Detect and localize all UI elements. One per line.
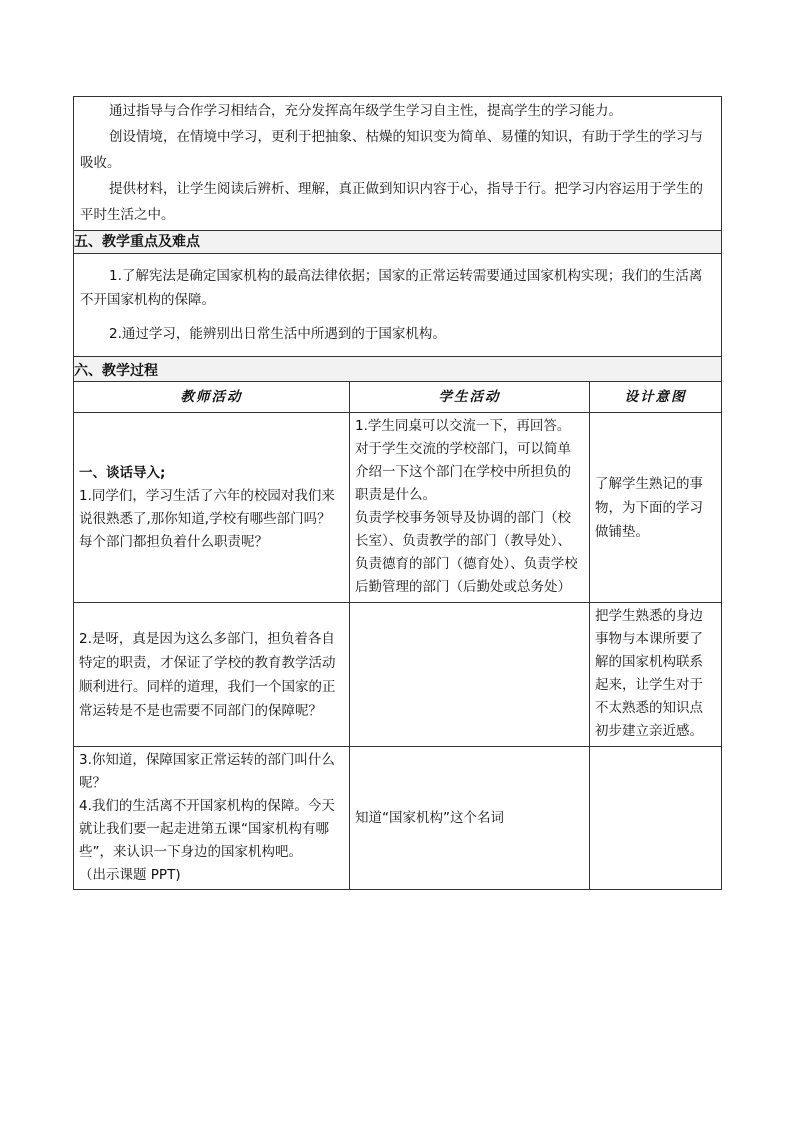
- method-paragraph-1: 通过指导与合作学习相结合，充分发挥高年级学生学习自主性，提高学生的学习能力。: [109, 103, 622, 119]
- teacher-question-3: 3.你知道，保障国家正常运转的部门叫什么呢？: [79, 752, 335, 791]
- header-student-activity: 学生活动: [350, 382, 590, 413]
- process-row-2: [74, 603, 722, 747]
- lesson-plan-table: [73, 96, 722, 890]
- student-activity-2-empty: [350, 603, 590, 747]
- intro-heading: 一、谈话导入;: [79, 464, 166, 481]
- process-row-3: [74, 747, 722, 890]
- header-teacher-activity: 教师活动: [74, 382, 350, 413]
- section6-title: 六、教学过程: [74, 357, 722, 382]
- teacher-activity-2: 2.是呀，真是因为这么多部门，担负着各自特定的职责，才保证了学校的教育教学活动顺利进行。同样的道理，我们一个国家的正常运转是不是也需要不同部门的保障呢？: [79, 630, 336, 719]
- process-header-row: [74, 382, 722, 413]
- key-point-2: 2.通过学习，能辨别出日常生活中所遇到的于国家机构。: [109, 326, 446, 342]
- show-title-ppt: （出示课题 PPT): [79, 867, 181, 883]
- teacher-question-4: 4.我们的生活离不开国家机构的保障。今天就让我们要一起走进第五课“国家机构有哪些”，来认识一下身边的国家机构吧。: [79, 798, 335, 860]
- design-intent-3-empty: [590, 747, 722, 890]
- design-intent-1: 了解学生熟记的事物，为下面的学习做铺垫。: [595, 475, 703, 540]
- student-step-1-note: 对于学生交流的学校部门，可以简单介绍一下这个部门在学校中所担负的职责是什么。: [355, 441, 571, 503]
- teacher-question-1: 1.同学们，学习生活了六年的校园对我们来说很熟悉了,那你知道,学校有哪些部门吗？每个部门都担负着什么职责呢？: [79, 487, 335, 550]
- school-departments-text: 负责学校事务领导及协调的部门（校长室）、负责教学的部门（教导处）、负责德育的部门（德育处）、负责学校后勤管理的部门（后勤处或总务处）: [355, 510, 578, 595]
- document-page: [73, 96, 721, 890]
- key-point-1: 1.了解宪法是确定国家机构的最高法律依据；国家的正常运转需要通过国家机构实现；我们的生活离不开国家机构的保障。: [80, 268, 703, 308]
- teacher-activity-3: [74, 747, 349, 889]
- design-intent-2: 把学生熟悉的身边事物与本课所要了解的国家机构联系起来，让学生对于不太熟悉的知识点初步建立亲近感。: [595, 608, 703, 739]
- section6-title-row: [74, 357, 722, 382]
- method-paragraph-2: 创设情境，在情境中学习，更利于把抽象、枯燥的知识变为简单、易懂的知识，有助于学生的学习与吸收。: [80, 129, 703, 171]
- student-activity-1: [350, 413, 589, 601]
- section5-title: 五、教学重点及难点: [74, 231, 722, 254]
- process-row-1: [74, 413, 722, 603]
- section5-content-row: [74, 254, 722, 357]
- teacher-activity-1: [74, 460, 349, 556]
- header-design-intent: 设计意图: [590, 382, 722, 413]
- method-paragraph-3: 提供材料，让学生阅读后辨析、理解，真正做到知识内容于心，指导于行。把学习内容运用于学生的平时生活之中。: [80, 181, 703, 223]
- student-step-1: 1.学生同桌可以交流一下，再回答。: [355, 418, 571, 434]
- section5-title-row: [74, 231, 722, 254]
- student-activity-3: 知道“国家机构”这个名词: [355, 809, 504, 826]
- teaching-method-row: [74, 97, 722, 231]
